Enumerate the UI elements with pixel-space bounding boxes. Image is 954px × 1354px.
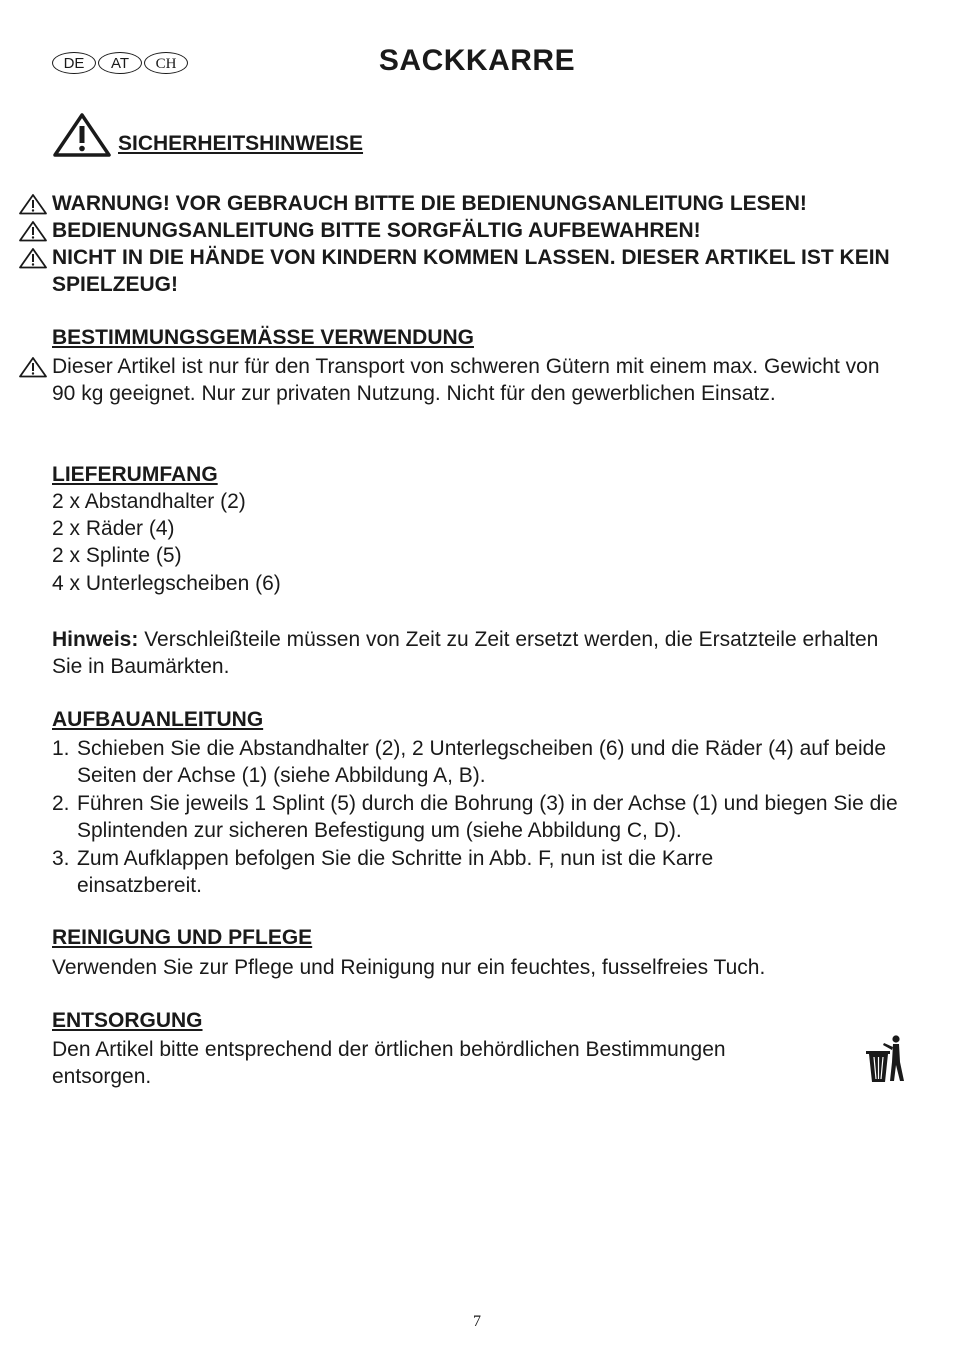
- warning-text: BEDIENUNGSANLEITUNG BITTE SORGFÄLTIG AUFBEWAHREN!: [52, 219, 701, 242]
- page-number: 7: [473, 1313, 481, 1330]
- step-text: Schieben Sie die Abstandhalter (2), 2 Unterlegscheiben (6) und die Räder (4) auf beide Seiten der Achse (1) (siehe Abbildung A, B).: [77, 737, 887, 788]
- section-heading-disposal: ENTSORGUNG: [52, 1009, 203, 1032]
- step-text: Zum Aufklappen befolgen Sie die Schritte in Abb. F, nun ist die Karre einsatzbereit.: [77, 847, 714, 898]
- section-heading-cleaning: REINIGUNG UND PFLEGE: [52, 926, 313, 949]
- note-label: Hinweis:: [52, 628, 139, 651]
- warning-triangle-icon: [18, 247, 48, 269]
- country-code-ch: CH: [144, 52, 188, 74]
- step-number: 1.: [52, 737, 70, 760]
- trash-bin-person-icon: [864, 1034, 906, 1084]
- disposal-text: Den Artikel bitte entsprechend der örtlichen behördlichen Bestimmungen entsorgen.: [52, 1038, 726, 1089]
- section-heading-intended-use: BESTIMMUNGSGEMÄSSE VERWENDUNG: [52, 326, 474, 349]
- list-item: 4 x Unterlegscheiben (6): [52, 572, 281, 595]
- step-number: 3.: [52, 847, 70, 870]
- section-heading-scope-of-delivery: LIEFERUMFANG: [52, 463, 218, 486]
- intended-use-text: Dieser Artikel ist nur für den Transport von schweren Gütern mit einem max. Gewicht von 90 kg geeignet. Nur zur privaten Nutzung. Nicht für den gewerblichen Einsatz.: [52, 355, 880, 406]
- warning-triangle-icon: [18, 356, 48, 378]
- step-text: Führen Sie jeweils 1 Splint (5) durch die Bohrung (3) in der Achse (1) und biegen Sie die Splintenden zur sicheren Befestigung um (siehe Abbildung C, D).: [77, 792, 898, 843]
- cleaning-text: Verwenden Sie zur Pflege und Reinigung nur ein feuchtes, fusselfreies Tuch.: [52, 956, 766, 979]
- note-text: Verschleißteile müssen von Zeit zu Zeit ersetzt werden, die Ersatzteile erhalten Sie in Baumärkten.: [52, 628, 879, 679]
- country-code-at: AT: [98, 52, 142, 74]
- list-item: 2 x Abstandhalter (2): [52, 490, 246, 513]
- warning-text: NICHT IN DIE HÄNDE VON KINDERN KOMMEN LASSEN. DIESER ARTIKEL IST KEIN SPIELZEUG!: [52, 246, 890, 296]
- warning-text: WARNUNG! VOR GEBRAUCH BITTE DIE BEDIENUNGSANLEITUNG LESEN!: [52, 192, 807, 215]
- list-item: 2 x Splinte (5): [52, 544, 182, 567]
- step-number: 2.: [52, 792, 70, 815]
- page-title: SACKKARRE: [378, 44, 576, 77]
- country-code-de: DE: [52, 52, 96, 74]
- list-item: 2 x Räder (4): [52, 517, 175, 540]
- warning-triangle-icon: [52, 112, 112, 158]
- safety-heading-label: SICHERHEITSHINWEISE: [118, 132, 364, 155]
- section-heading-assembly: AUFBAUANLEITUNG: [52, 708, 264, 731]
- warning-triangle-icon: [18, 193, 48, 215]
- safety-heading: [52, 112, 363, 158]
- warning-triangle-icon: [18, 220, 48, 242]
- note-paragraph: [52, 626, 902, 680]
